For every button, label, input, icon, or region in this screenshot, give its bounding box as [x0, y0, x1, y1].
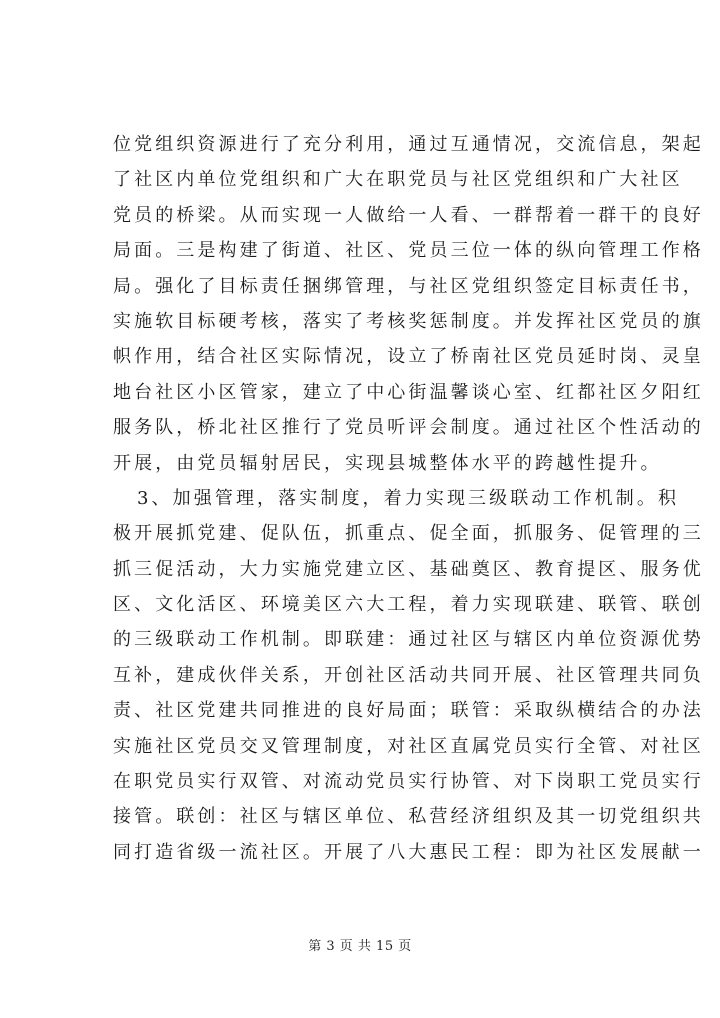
text-line: 地台社区小区管家，建立了中心街温馨谈心室、红都社区夕阳红 [113, 381, 704, 403]
text-line: 同打造省级一流社区。开展了八大惠民工程：即为社区发展献一 [113, 841, 704, 863]
text-line: 责、社区党建共同推进的良好局面；联管：采取纵横结合的办法 [113, 700, 704, 722]
text-line: 位党组织资源进行了充分利用，通过互通情况，交流信息，架起 [113, 134, 704, 155]
text-line: 抓三促活动，大力实施党建立区、基础奠区、教育提区、服务优 [113, 558, 704, 580]
text-line: 实施社区党员交叉管理制度，对社区直属党员实行全管、对社区 [113, 735, 704, 757]
text-line: 互补，建成伙伴关系，开创社区活动共同开展、社区管理共同负 [113, 664, 704, 686]
text-line: 开展，由党员辐射居民，实现县城整体水平的跨越性提升。 [113, 452, 662, 474]
text-line: 实施软目标硬考核，落实了考核奖惩制度。并发挥社区党员的旗 [113, 310, 704, 332]
text-line: 极开展抓党建、促队伍，抓重点、促全面，抓服务、促管理的三 [113, 523, 704, 545]
paragraph-start-line: 3、加强管理，落实制度，着力实现三级联动工作机制。积 [137, 487, 680, 509]
text-line: 了社区内单位党组织和广大在职党员与社区党组织和广大社区 [113, 169, 683, 191]
text-line: 接管。联创：社区与辖区单位、私营经济组织及其一切党组织共 [113, 806, 704, 828]
text-line: 帜作用，结合社区实际情况，设立了桥南社区党员延时岗、灵皇 [113, 346, 704, 368]
body-text [113, 127, 704, 870]
page-footer: 第 3 页 共 15 页 [308, 939, 412, 954]
text-line: 在职党员实行双管、对流动党员实行协管、对下岗职工党员实行 [113, 771, 704, 793]
text-line: 党员的桥梁。从而实现一人做给一人看、一群帮着一群干的良好 [113, 204, 704, 226]
text-line: 局面。三是构建了街道、社区、党员三位一体的纵向管理工作格 [113, 240, 704, 262]
text-line: 局。强化了目标责任捆绑管理，与社区党组织签定目标责任书， [113, 275, 704, 297]
text-line: 区、文化活区、环境美区六大工程，着力实现联建、联管、联创 [113, 594, 704, 616]
text-line: 的三级联动工作机制。即联建：通过社区与辖区内单位资源优势 [113, 629, 704, 651]
text-line: 服务队，桥北社区推行了党员听评会制度。通过社区个性活动的 [113, 417, 704, 439]
